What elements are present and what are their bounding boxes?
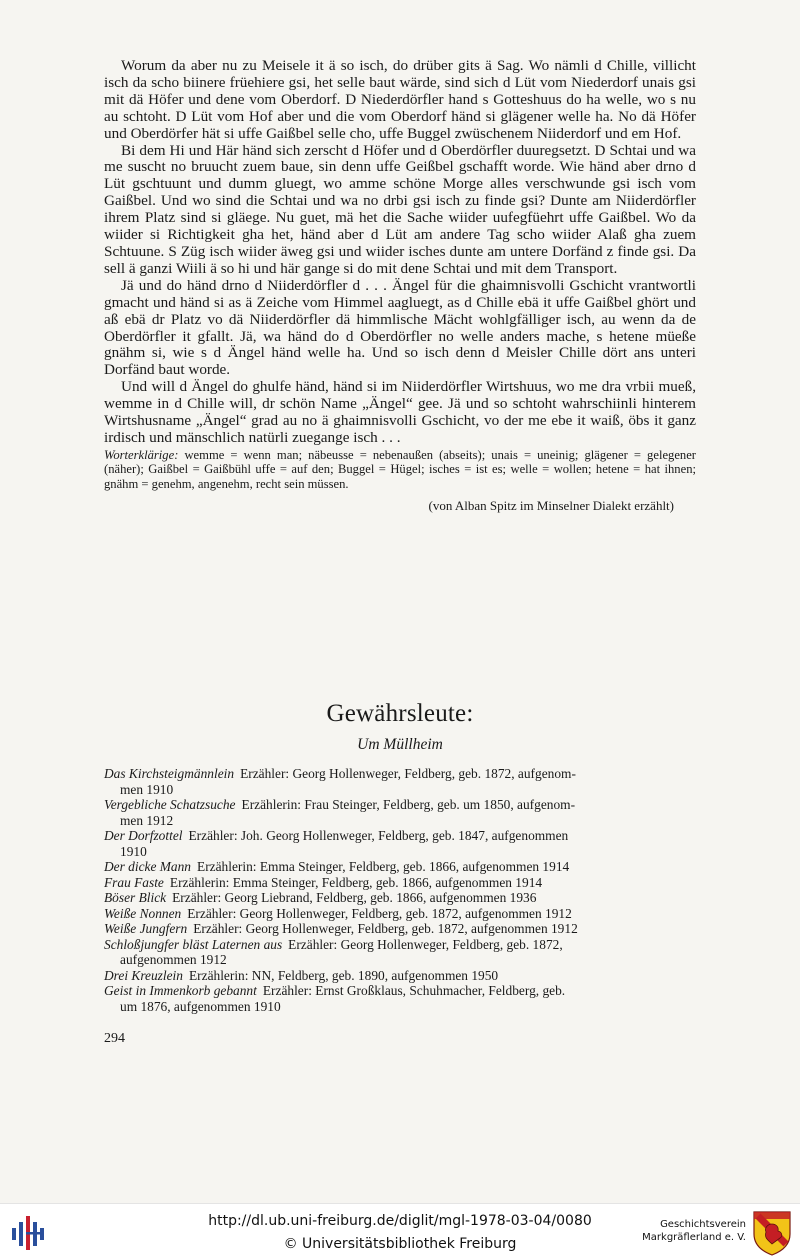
list-item — [104, 766, 696, 797]
story-title: Geist in Immenkorb gebannt — [104, 983, 257, 998]
glossary-text: wemme = wenn man; näbeusse = nebenaußen (abseits); unais = uneinig; glägener = gelegener (näher); Gaißbel = Gaißbühl uffe = auf den; Buggel = Hügel; isches = ist es; welle = wollen; hetene = hat ihnen; gnähm = genehm, angenehm, recht sein müssen. — [104, 447, 696, 492]
paragraph-3: Jä und do händ drno d Niiderdörfler d . . . Ängel für die ghaimnisvolli Gschicht vrantwortli gmacht und händ si as ä Zeiche vom Himmel aagluegt, as d Chille ebä it uffe Gaißbel ghört und aß ebä dr Platz vo dä Niiderdörfler dä himmlische Mächt wohlgfälliger isch, au wenn da de Oberdörfler it gfallt. Jä, wa händ do d Oberdörfler no welle anders mache, s hetene müeße gnähm si, wie s d Ängel händ welle ha. Und so isch denn d Meisler Chille dört ans unteri Dorfänd baut worde. — [104, 276, 696, 379]
story-title: Vergebliche Schatzsuche — [104, 797, 236, 812]
organization-name — [640, 1218, 746, 1244]
informant-details: Erzähler: Georg Hollenweger, Feldberg, geb. 1872, aufgenommen 1912 — [193, 921, 578, 936]
informant-details: Erzählerin: NN, Feldberg, geb. 1890, aufgenommen 1950 — [188, 967, 499, 983]
coat-of-arms-icon — [752, 1210, 792, 1256]
list-item — [104, 797, 696, 828]
list-item — [104, 828, 696, 859]
informant-details-cont: 1910 — [120, 843, 147, 859]
informant-details: Erzählerin: Frau Steinger, Feldberg, geb. um 1850, aufgenom- — [241, 797, 576, 812]
informant-details: Erzähler: Georg Hollenweger, Feldberg, geb. 1872, — [288, 936, 563, 952]
informant-details: Erzähler: Joh. Georg Hollenweger, Feldberg, geb. 1847, aufgenommen — [188, 828, 569, 843]
informant-details: Erzähler: Ernst Großklaus, Schuhmacher, Feldberg, geb. — [262, 983, 566, 998]
story-title: Böser Blick — [104, 890, 167, 905]
story-text — [104, 58, 696, 515]
informant-details: Erzählerin: Emma Steinger, Feldberg, geb. 1866, aufgenommen 1914 — [197, 859, 570, 874]
informant-details: Erzählerin: Emma Steinger, Feldberg, geb. 1866, aufgenommen 1914 — [169, 874, 543, 890]
glossary-label: Worterklärige: — [104, 447, 179, 462]
story-title: Der dicke Mann — [104, 859, 192, 874]
informant-details: Erzähler: Georg Liebrand, Feldberg, geb. 1866, aufgenommen 1936 — [172, 890, 537, 905]
story-title: Das Kirchsteigmännlein — [104, 766, 235, 781]
list-item — [104, 921, 696, 937]
paragraph-4: Und will d Ängel do ghulfe händ, händ si im Niiderdörfler Wirtshuus, wo me dra vrbii mueß, wemme in d Chille will, dr schön Name „Ängel“ gee. Jä und so schtoht wahrschiinli hinterem Wirtshusname „Ängel“ grad au no ä ghaimnisvolli Gschicht, vo der me ebe it waiß, öbs it ganz irdisch und mänschlich natürli zuegange isch . . . — [104, 378, 696, 446]
informant-details: Erzähler: Georg Hollenweger, Feldberg, geb. 1872, aufgenom- — [240, 766, 576, 781]
org-line-2: Markgräflerland e. V. — [642, 1232, 746, 1243]
story-title: Schloßjungfer bläst Laternen aus — [104, 936, 283, 952]
section-subtitle: Um Müllheim — [357, 736, 443, 753]
list-item — [104, 906, 696, 922]
story-title: Frau Faste — [104, 874, 164, 890]
page-number: 294 — [104, 1031, 125, 1046]
footer-bar — [0, 1203, 800, 1260]
section-title: Gewährsleute: — [326, 700, 474, 727]
informant-list — [104, 766, 696, 1014]
informant-details-cont: aufgenommen 1912 — [120, 952, 227, 967]
story-title: Weiße Nonnen — [104, 905, 182, 921]
story-title: Der Dorfzottel — [104, 828, 183, 843]
informant-details-cont: men 1910 — [120, 781, 174, 797]
paragraph-1: Worum da aber nu zu Meisele it ä so isch, do drüber gits ä Sag. Wo nämli d Chille, villicht isch da scho biinere früehiere gsi, het selle baut wärde, sind sich d Lüt vom Niederdorf unais gsi mit dä Höfer und dene vom Oberdorf. D Niederdörfler hand s Gotteshuus do ha welle, wo s nu au schtoht. D Lüt vom Hof aber und die vom Oberdorf händ si glägener welle ha. No dä Höfer und Oberdörfer hät si uffe Gaißbel selle cho, uffe Buggel zwüschenem Niiderdorf und em Hof. — [104, 57, 696, 142]
org-line-1: Geschichtsverein — [660, 1219, 746, 1230]
list-item — [104, 983, 696, 1014]
copyright-notice: © Universitätsbibliothek Freiburg — [283, 1236, 517, 1252]
informant-details-cont: um 1876, aufgenommen 1910 — [120, 998, 281, 1014]
list-item — [104, 875, 696, 891]
list-item — [104, 937, 696, 968]
permalink-url[interactable]: http://dl.ub.uni-freiburg.de/diglit/mgl-1978-03-04/0080 — [208, 1213, 592, 1229]
story-title: Weiße Jungfern — [104, 921, 188, 936]
list-item — [104, 859, 696, 875]
informant-details: Erzähler: Georg Hollenweger, Feldberg, geb. 1872, aufgenommen 1912 — [187, 905, 572, 921]
paragraph-2: Bi dem Hi und Här händ sich zerscht d Höfer und d Oberdörfler duuregsetzt. D Schtai und wa me suscht no bruucht zuem baue, sin denn uffe Geißbel gschafft worde. Wie händ aber drno d Lüt gschtuunt und dumm gluegt, wo amme schöne Morge alles verschwunde gsi isch vom Gaißbel. Und wo sind die Schtai und wa no drbi gsi isch zu finde gsi? Dunte am Niiderdörfler ihrem Platz sind si gläege. Nu guet, mä het die Sache wiider uufegfüehrt uffe Gaißbel. Wo da wiider si Richtigkeit gha het, händ aber d Lüt am andere Tag scho wiider Alaß gha zuem Schtuune. S Züg isch wiider äweg gsi und wiider isches dunte am untere Dorfänd z finde gsi. Da sell ä ganzi Wiili ä so hi und här gange si do mit dene Schtai und mit dem Transport. — [104, 141, 696, 277]
glossary — [104, 448, 696, 492]
story-title: Drei Kreuzlein — [104, 967, 183, 983]
informant-details-cont: men 1912 — [120, 812, 174, 828]
attribution: (von Alban Spitz im Minselner Dialekt erzählt) — [428, 497, 674, 513]
list-item — [104, 968, 696, 984]
list-item — [104, 890, 696, 906]
